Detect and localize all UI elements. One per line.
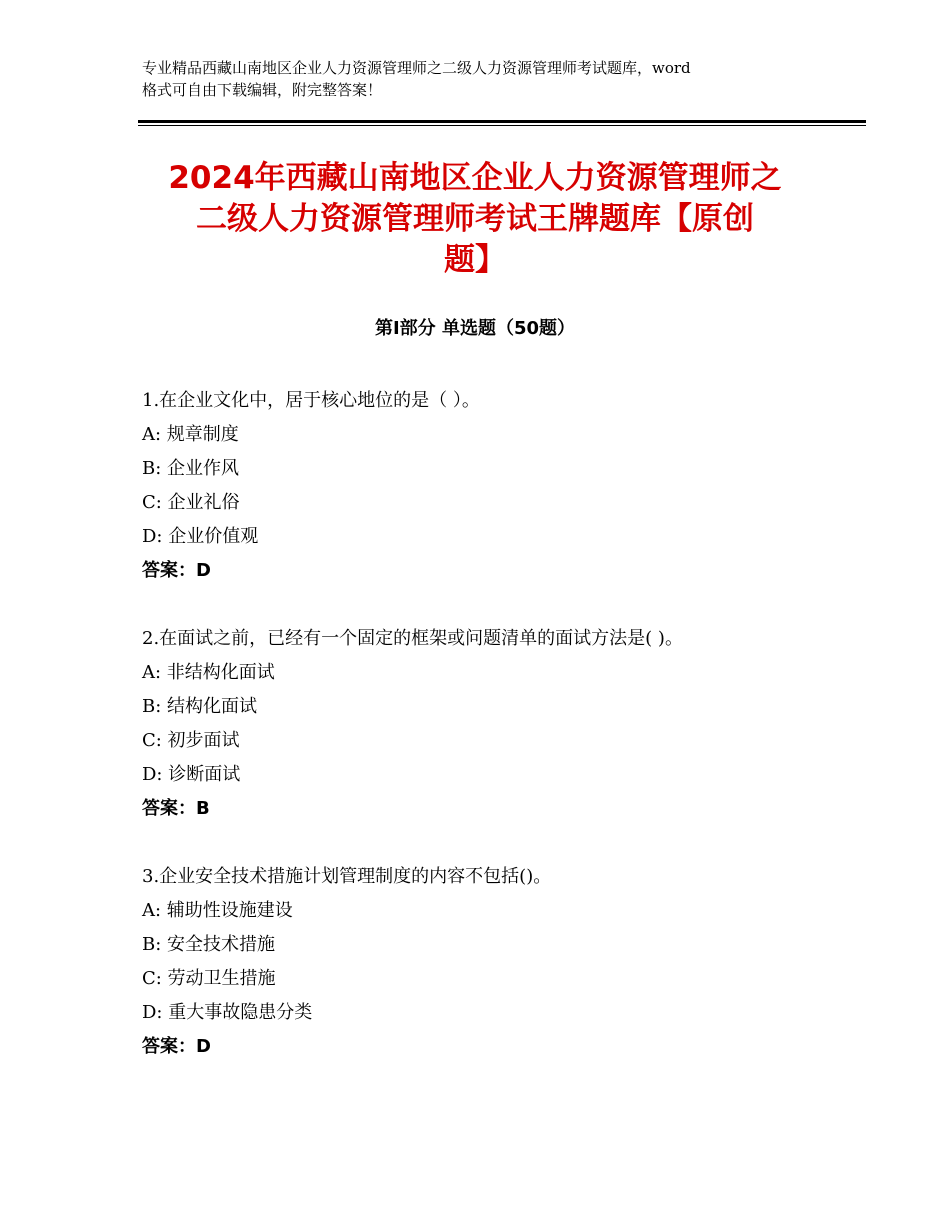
title-line-3: 题】 [444, 242, 506, 278]
option-a: A: 非结构化面试 [142, 662, 275, 683]
option-c: C: 初步面试 [142, 730, 240, 751]
document-title [138, 158, 812, 281]
option-d: D: 重大事故隐患分类 [142, 1002, 313, 1023]
option-a: A: 辅助性设施建设 [142, 900, 293, 921]
header-note-line-2: 格式可自由下载编辑，附完整答案！ [142, 81, 383, 99]
option-b: B: 结构化面试 [142, 696, 258, 717]
option-d: D: 诊断面试 [142, 764, 241, 785]
header-note [142, 57, 822, 101]
question-1 [142, 384, 862, 588]
answer: 答案：B [142, 798, 210, 819]
header-divider-thick [138, 120, 866, 123]
option-c: C: 劳动卫生措施 [142, 968, 276, 989]
title-line-1: 2024年西藏山南地区企业人力资源管理师之 [168, 160, 782, 196]
answer: 答案：D [142, 560, 211, 581]
title-line-2: 二级人力资源管理师考试王牌题库【原创 [196, 201, 754, 237]
option-c: C: 企业礼俗 [142, 492, 240, 513]
option-d: D: 企业价值观 [142, 526, 259, 547]
section-heading: 第Ⅰ部分 单选题（50题） [374, 318, 575, 339]
question-3 [142, 860, 862, 1064]
question-stem: 1.在企业文化中，居于核心地位的是（ ）。 [142, 390, 480, 411]
header-note-line-1: 专业精品西藏山南地区企业人力资源管理师之二级人力资源管理师考试题库，word [142, 59, 691, 77]
question-stem: 2.在面试之前，已经有一个固定的框架或问题清单的面试方法是( )。 [142, 628, 683, 649]
question-2 [142, 622, 862, 826]
option-b: B: 企业作风 [142, 458, 240, 479]
question-list [142, 384, 862, 1098]
option-b: B: 安全技术措施 [142, 934, 276, 955]
answer: 答案：D [142, 1036, 211, 1057]
question-stem: 3.企业安全技术措施计划管理制度的内容不包括()。 [142, 866, 552, 887]
option-a: A: 规章制度 [142, 424, 239, 445]
header-divider-thin [138, 125, 866, 126]
